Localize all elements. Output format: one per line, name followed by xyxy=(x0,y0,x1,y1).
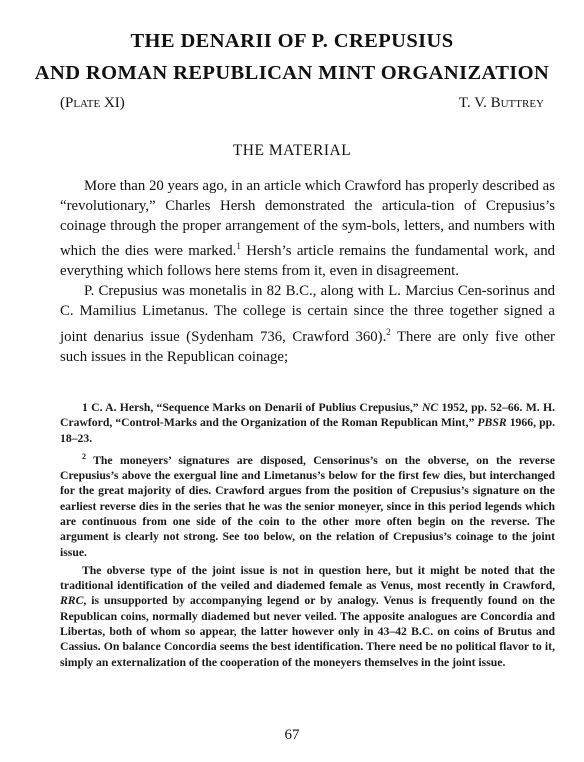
section-heading: THE MATERIAL xyxy=(232,142,352,159)
journal-abbrev: NC xyxy=(421,401,439,414)
footnote-text: 1966, pp. 18–23. xyxy=(60,416,555,445)
paragraph-text: Hersh’s article remains the fundamental work, and everything which follows here stems from it, even in disagreement. xyxy=(60,243,555,280)
footnote-1 xyxy=(60,400,555,446)
article-title-line-2: AND ROMAN REPUBLICAN MINT ORGANIZATION xyxy=(34,62,550,84)
footnote-2 xyxy=(60,449,555,560)
footnote-ref-1: 1 xyxy=(236,241,241,252)
footnote-text: The obverse type of the joint issue is not in question here, but it might be noted that the traditional identification of the veiled and diademed female as Venus, most recently in Crawford, xyxy=(60,563,555,593)
book-abbrev: RRC xyxy=(60,594,84,608)
paragraph-text: There are only five other such issues in the Republican coinage; xyxy=(60,328,555,365)
body-text xyxy=(60,176,555,367)
plate-reference: (Plate XI) xyxy=(60,95,125,111)
author-name: T. V. Buttrey xyxy=(458,95,544,111)
footnote-text: C. A. Hersh, “Sequence Marks on Denarii of Publius Crepusius,” xyxy=(91,401,422,414)
body-paragraph-1 xyxy=(60,176,555,281)
footnote-text: 1952, pp. 52–66. M. H. Crawford, “Control-Marks and the Organization of the Roman Republican Mint,” xyxy=(60,401,556,430)
footnote-ref-2: 2 xyxy=(386,326,391,337)
paragraph-text: More than 20 years ago, in an article which Crawford has properly described as “revolutionary,” Charles Hersh demonstrated the articula-tion of Crepusius’s coinage through the proper arrangement of the sym-bols, letters, and numbers with which the dies were marked. xyxy=(60,178,555,260)
footnote-text: , is unsupported by accompanying legend or by analogy. Venus is frequently found on the Republican coins, normally diademed but never veiled. The apposite analogues are Concordia and Libertas, both of whom so appear, the latter however only in 43–42 B.C. on coins of Brutus and Cassius. On balance Concordia seems the best identification. There need be no political flavor to it, simply an externalization of the cooperation of the moneyers themselves in the joint issue. xyxy=(60,594,555,669)
paragraph-text: P. Crepusius was monetalis in 82 B.C., along with L. Marcius Cen-sorinus and C. Mamilius Limetanus. The college is certain since the three together signed a joint denarius issue (Sydenham 736, Crawford 360). xyxy=(60,283,555,345)
body-paragraph-2 xyxy=(60,281,555,366)
journal-abbrev: PBSR xyxy=(477,416,507,430)
footnote-2-continued xyxy=(60,563,555,670)
page-number: 67 xyxy=(284,727,300,743)
footnote-number: 2 xyxy=(82,451,86,461)
footnotes xyxy=(60,400,555,673)
footnote-text: The moneyers’ signatures are disposed, Censorinus’s on the obverse, on the reverse Crepusius’s above the exergual line and Limetanus’s below for the first few dies, but interchanged for the great majority of dies. Crawford argues from the position of Crepusius’s signature on the earliest reverse dies in the series that he was the senior moneyer, since in this period legends which are continuous from one side of the coin to the other more often begin on the reverse. The argument is clearly not strong. See too below, on the relation of Crepusius’s coinage to the joint issue. xyxy=(60,453,555,559)
footnote-number: 1 xyxy=(82,401,88,414)
article-title-line-1: THE DENARII OF P. CREPUSIUS xyxy=(130,30,454,52)
